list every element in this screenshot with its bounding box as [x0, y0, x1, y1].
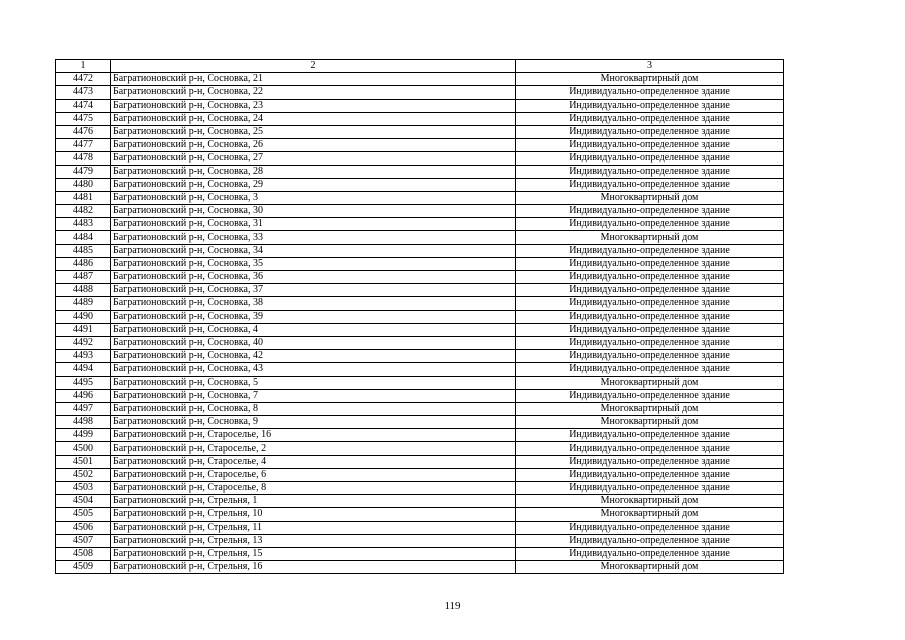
- registry-table-body: [56, 60, 784, 574]
- row-number: 4486: [56, 257, 111, 270]
- table-row: [56, 297, 784, 310]
- header-col-1: 1: [56, 60, 111, 73]
- row-building-type: Индивидуально-определенное здание: [516, 429, 784, 442]
- table-row: [56, 389, 784, 402]
- row-number: 4504: [56, 495, 111, 508]
- row-address: Багратионовский р-н, Сосновка, 5: [111, 376, 516, 389]
- row-address: Багратионовский р-н, Стрельня, 13: [111, 534, 516, 547]
- row-building-type: Индивидуально-определенное здание: [516, 442, 784, 455]
- row-building-type: Индивидуально-определенное здание: [516, 139, 784, 152]
- row-building-type: Многоквартирный дом: [516, 73, 784, 86]
- row-number: 4501: [56, 455, 111, 468]
- row-number: 4507: [56, 534, 111, 547]
- row-number: 4482: [56, 205, 111, 218]
- row-address: Багратионовский р-н, Сосновка, 8: [111, 402, 516, 415]
- table-row: [56, 534, 784, 547]
- row-number: 4509: [56, 561, 111, 574]
- row-address: Багратионовский р-н, Стрельня, 16: [111, 561, 516, 574]
- row-building-type: Индивидуально-определенное здание: [516, 257, 784, 270]
- table-row: [56, 468, 784, 481]
- table-row: [56, 231, 784, 244]
- row-address: Багратионовский р-н, Староселье, 2: [111, 442, 516, 455]
- row-building-type: Индивидуально-определенное здание: [516, 310, 784, 323]
- row-address: Багратионовский р-н, Сосновка, 22: [111, 86, 516, 99]
- row-number: 4473: [56, 86, 111, 99]
- row-building-type: Многоквартирный дом: [516, 416, 784, 429]
- row-building-type: Индивидуально-определенное здание: [516, 152, 784, 165]
- row-address: Багратионовский р-н, Сосновка, 30: [111, 205, 516, 218]
- row-address: Багратионовский р-н, Сосновка, 38: [111, 297, 516, 310]
- row-number: 4493: [56, 350, 111, 363]
- row-number: 4503: [56, 482, 111, 495]
- row-number: 4499: [56, 429, 111, 442]
- row-number: 4497: [56, 402, 111, 415]
- row-building-type: Многоквартирный дом: [516, 191, 784, 204]
- row-building-type: Многоквартирный дом: [516, 561, 784, 574]
- table-row: [56, 350, 784, 363]
- row-building-type: Индивидуально-определенное здание: [516, 297, 784, 310]
- row-address: Багратионовский р-н, Сосновка, 36: [111, 271, 516, 284]
- table-row: [56, 310, 784, 323]
- table-row: [56, 271, 784, 284]
- row-building-type: Индивидуально-определенное здание: [516, 178, 784, 191]
- row-address: Багратионовский р-н, Сосновка, 3: [111, 191, 516, 204]
- row-address: Багратионовский р-н, Стрельня, 10: [111, 508, 516, 521]
- row-number: 4508: [56, 547, 111, 560]
- row-number: 4491: [56, 323, 111, 336]
- table-row: [56, 257, 784, 270]
- row-building-type: Индивидуально-определенное здание: [516, 205, 784, 218]
- table-row: [56, 508, 784, 521]
- row-address: Багратионовский р-н, Стрельня, 1: [111, 495, 516, 508]
- row-number: 4472: [56, 73, 111, 86]
- row-building-type: Индивидуально-определенное здание: [516, 125, 784, 138]
- row-building-type: Индивидуально-определенное здание: [516, 244, 784, 257]
- table-row: [56, 244, 784, 257]
- row-number: 4492: [56, 336, 111, 349]
- row-address: Багратионовский р-н, Сосновка, 29: [111, 178, 516, 191]
- row-building-type: Индивидуально-определенное здание: [516, 482, 784, 495]
- row-address: Багратионовский р-н, Сосновка, 25: [111, 125, 516, 138]
- row-building-type: Многоквартирный дом: [516, 495, 784, 508]
- row-building-type: Индивидуально-определенное здание: [516, 112, 784, 125]
- row-number: 4483: [56, 218, 111, 231]
- row-building-type: Индивидуально-определенное здание: [516, 165, 784, 178]
- table-row: [56, 178, 784, 191]
- row-number: 4487: [56, 271, 111, 284]
- row-number: 4500: [56, 442, 111, 455]
- row-address: Багратионовский р-н, Сосновка, 37: [111, 284, 516, 297]
- row-building-type: Многоквартирный дом: [516, 231, 784, 244]
- table-row: [56, 165, 784, 178]
- row-address: Багратионовский р-н, Стрельня, 15: [111, 547, 516, 560]
- row-number: 4505: [56, 508, 111, 521]
- row-address: Багратионовский р-н, Сосновка, 9: [111, 416, 516, 429]
- row-number: 4484: [56, 231, 111, 244]
- row-number: 4481: [56, 191, 111, 204]
- row-address: Багратионовский р-н, Сосновка, 26: [111, 139, 516, 152]
- table-row: [56, 442, 784, 455]
- row-building-type: Индивидуально-определенное здание: [516, 389, 784, 402]
- row-building-type: Индивидуально-определенное здание: [516, 468, 784, 481]
- row-building-type: Индивидуально-определенное здание: [516, 336, 784, 349]
- row-address: Багратионовский р-н, Староселье, 6: [111, 468, 516, 481]
- table-row: [56, 191, 784, 204]
- table-row: [56, 152, 784, 165]
- row-number: 4480: [56, 178, 111, 191]
- table-row: [56, 139, 784, 152]
- row-number: 4490: [56, 310, 111, 323]
- row-address: Багратионовский р-н, Сосновка, 39: [111, 310, 516, 323]
- table-row: [56, 402, 784, 415]
- table-row: [56, 112, 784, 125]
- row-address: Багратионовский р-н, Сосновка, 4: [111, 323, 516, 336]
- table-header-row: [56, 60, 784, 73]
- row-building-type: Индивидуально-определенное здание: [516, 547, 784, 560]
- row-address: Багратионовский р-н, Сосновка, 7: [111, 389, 516, 402]
- row-building-type: Индивидуально-определенное здание: [516, 534, 784, 547]
- row-address: Багратионовский р-н, Сосновка, 28: [111, 165, 516, 178]
- table-row: [56, 336, 784, 349]
- row-number: 4496: [56, 389, 111, 402]
- table-row: [56, 547, 784, 560]
- row-address: Багратионовский р-н, Сосновка, 43: [111, 363, 516, 376]
- table-row: [56, 521, 784, 534]
- row-address: Багратионовский р-н, Сосновка, 23: [111, 99, 516, 112]
- row-address: Багратионовский р-н, Сосновка, 31: [111, 218, 516, 231]
- table-row: [56, 482, 784, 495]
- row-building-type: Индивидуально-определенное здание: [516, 86, 784, 99]
- row-address: Багратионовский р-н, Сосновка, 42: [111, 350, 516, 363]
- table-row: [56, 218, 784, 231]
- table-row: [56, 376, 784, 389]
- row-number: 4495: [56, 376, 111, 389]
- table-row: [56, 561, 784, 574]
- table-row: [56, 363, 784, 376]
- row-address: Багратионовский р-н, Сосновка, 40: [111, 336, 516, 349]
- table-row: [56, 284, 784, 297]
- row-building-type: Индивидуально-определенное здание: [516, 323, 784, 336]
- row-address: Багратионовский р-н, Сосновка, 21: [111, 73, 516, 86]
- row-number: 4475: [56, 112, 111, 125]
- row-number: 4476: [56, 125, 111, 138]
- row-address: Багратионовский р-н, Староселье, 8: [111, 482, 516, 495]
- table-row: [56, 495, 784, 508]
- header-col-2: 2: [111, 60, 516, 73]
- row-building-type: Индивидуально-определенное здание: [516, 363, 784, 376]
- table-row: [56, 416, 784, 429]
- row-number: 4502: [56, 468, 111, 481]
- row-number: 4485: [56, 244, 111, 257]
- row-address: Багратионовский р-н, Сосновка, 34: [111, 244, 516, 257]
- row-number: 4494: [56, 363, 111, 376]
- table-row: [56, 73, 784, 86]
- row-address: Багратионовский р-н, Сосновка, 27: [111, 152, 516, 165]
- table-row: [56, 429, 784, 442]
- row-address: Багратионовский р-н, Староселье, 4: [111, 455, 516, 468]
- row-address: Багратионовский р-н, Стрельня, 11: [111, 521, 516, 534]
- row-building-type: Индивидуально-определенное здание: [516, 521, 784, 534]
- row-number: 4498: [56, 416, 111, 429]
- row-building-type: Индивидуально-определенное здание: [516, 284, 784, 297]
- row-building-type: Индивидуально-определенное здание: [516, 350, 784, 363]
- row-address: Багратионовский р-н, Сосновка, 24: [111, 112, 516, 125]
- row-address: Багратионовский р-н, Староселье, 16: [111, 429, 516, 442]
- row-number: 4488: [56, 284, 111, 297]
- row-address: Багратионовский р-н, Сосновка, 33: [111, 231, 516, 244]
- row-number: 4489: [56, 297, 111, 310]
- table-row: [56, 86, 784, 99]
- row-building-type: Многоквартирный дом: [516, 402, 784, 415]
- row-number: 4477: [56, 139, 111, 152]
- table-row: [56, 125, 784, 138]
- row-building-type: Многоквартирный дом: [516, 508, 784, 521]
- table-row: [56, 455, 784, 468]
- table-row: [56, 99, 784, 112]
- row-number: 4478: [56, 152, 111, 165]
- row-building-type: Индивидуально-определенное здание: [516, 218, 784, 231]
- row-address: Багратионовский р-н, Сосновка, 35: [111, 257, 516, 270]
- header-col-3: 3: [516, 60, 784, 73]
- table-row: [56, 323, 784, 336]
- row-building-type: Индивидуально-определенное здание: [516, 99, 784, 112]
- table-row: [56, 205, 784, 218]
- row-number: 4506: [56, 521, 111, 534]
- page-number: 119: [444, 600, 461, 612]
- row-building-type: Индивидуально-определенное здание: [516, 271, 784, 284]
- row-number: 4479: [56, 165, 111, 178]
- registry-table: [55, 59, 784, 574]
- row-building-type: Многоквартирный дом: [516, 376, 784, 389]
- row-building-type: Индивидуально-определенное здание: [516, 455, 784, 468]
- row-number: 4474: [56, 99, 111, 112]
